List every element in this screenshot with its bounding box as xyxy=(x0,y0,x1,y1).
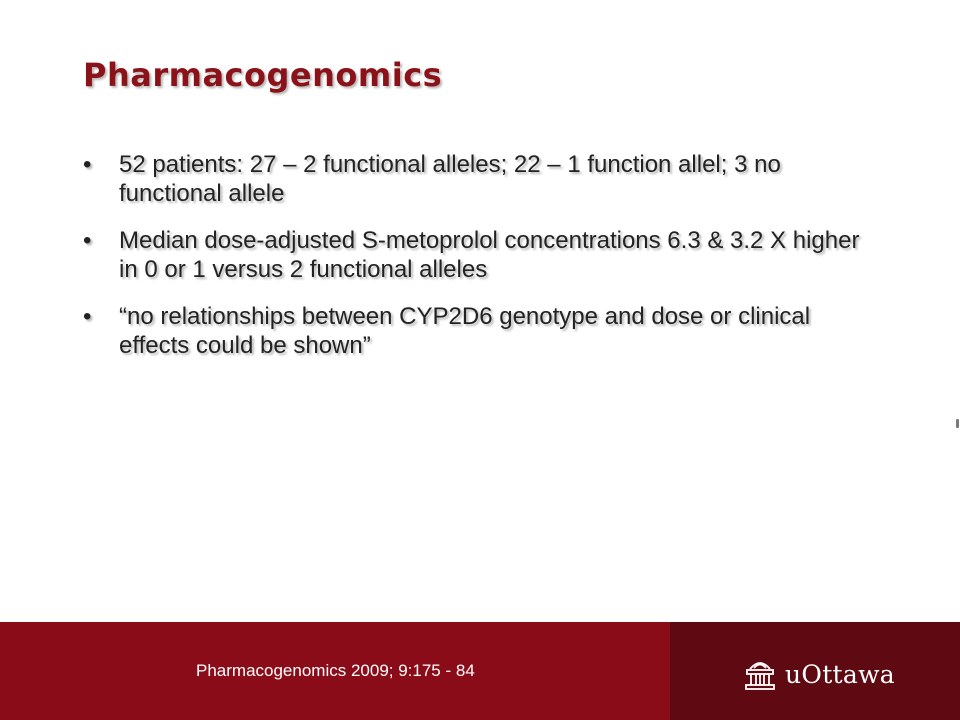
footer-bar xyxy=(0,622,960,720)
uottawa-logo xyxy=(743,654,895,694)
bullet-item xyxy=(83,226,873,284)
footer-logo-panel xyxy=(670,622,960,720)
slide-title: Pharmacogenomics xyxy=(83,56,443,94)
bullet-text: Median dose-adjusted S-metoprolol concentrations 6.3 & 3.2 X higher in 0 or 1 versus 2 functional alleles xyxy=(119,227,860,283)
bullet-marker: • xyxy=(83,227,92,254)
bullet-text: “no relationships between CYP2D6 genotype and dose or clinical effects could be shown” xyxy=(119,303,811,359)
citation-text: Pharmacogenomics 2009; 9:175 - 84 xyxy=(196,661,475,680)
university-building-icon xyxy=(743,655,777,693)
bullet-marker: • xyxy=(83,151,92,178)
bullet-text: 52 patients: 27 – 2 functional alleles; 22 – 1 function allel; 3 no functional allele xyxy=(119,151,781,207)
bullet-item xyxy=(83,302,873,360)
edge-mark xyxy=(956,419,959,428)
bullet-marker: • xyxy=(83,303,92,330)
bullet-list xyxy=(83,150,873,378)
bullet-item xyxy=(83,150,873,208)
logo-text: uOttawa xyxy=(785,659,895,689)
